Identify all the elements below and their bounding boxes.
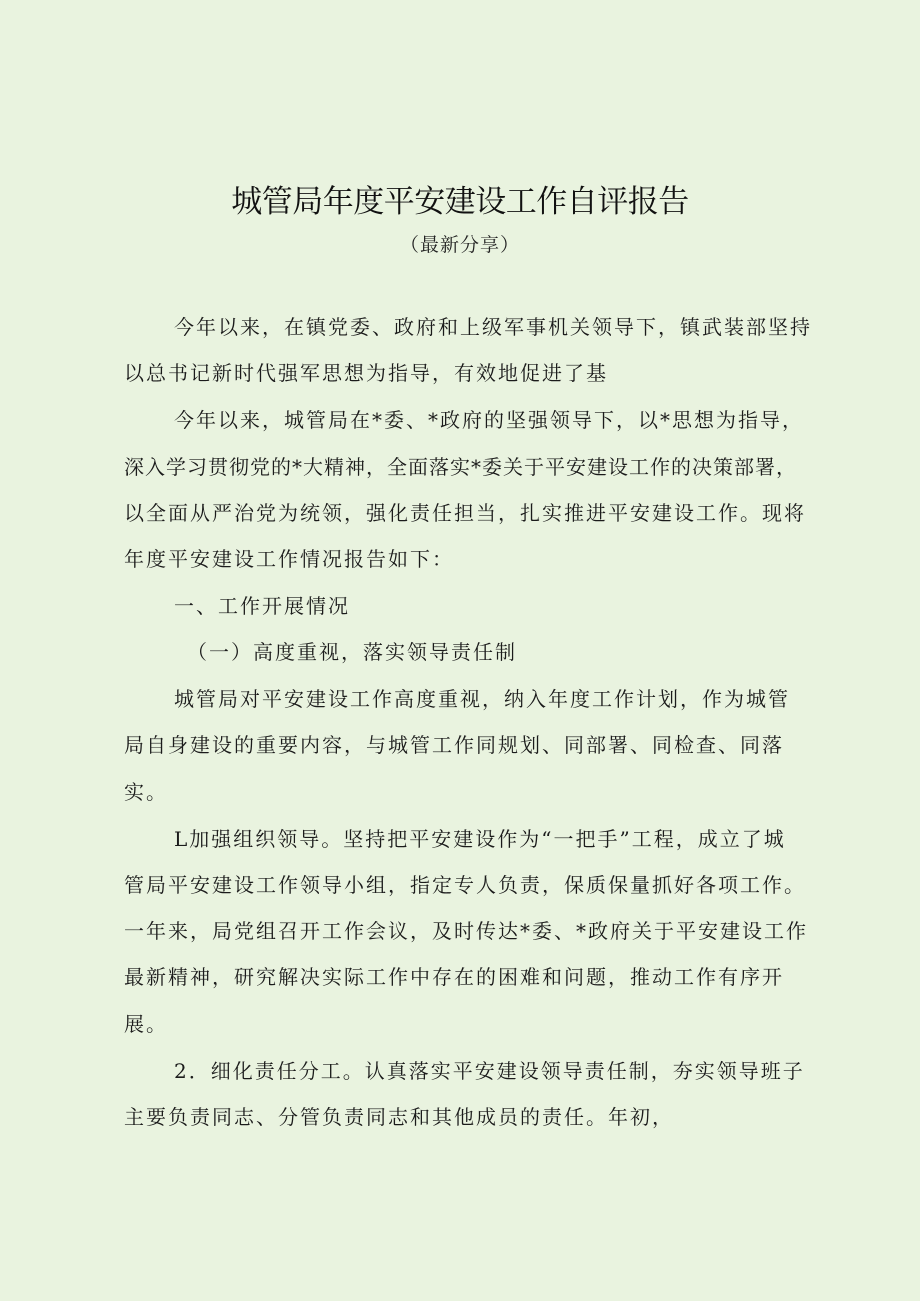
text-line: 深入学习贯彻党的*大精神，全面落实*委关于平安建设工作的决策部署， [124,455,797,479]
text-line: 展。 [124,1012,168,1036]
text-line: 最新精神，研究解决实际工作中存在的困难和问题，推动工作有序开 [124,965,784,989]
text-line: 主要负责同志、分管负责同志和其他成员的责任。年初， [124,1105,674,1129]
document-title: 城管局年度平安建设工作自评报告 [231,184,689,220]
text-line: 年度平安建设工作情况报告如下： [124,547,454,571]
text-line: 实。 [124,780,168,804]
text-line: 以总书记新时代强军思想为指导，有效地促进了基 [124,361,608,385]
text-line: 以全面从严治党为统领，强化责任担当，扎实推进平安建设工作。现将 [124,501,806,525]
text-line: 今年以来，城管局在*委、*政府的坚强领导下，以*思想为指导， [174,408,804,432]
text-line: 一年来，局党组召开工作会议，及时传达*委、*政府关于平安建设工作 [124,919,808,943]
text-line: 城管局对平安建设工作高度重视，纳入年度工作计划，作为城管 [174,687,790,711]
document-subtitle: （最新分享） [399,234,520,256]
subsection-heading: （一）高度重视，落实领导责任制 [187,640,517,664]
text-line: 今年以来，在镇党委、政府和上级军事机关领导下，镇武装部坚持 [174,315,812,339]
text-line: 2．细化责任分工。认真落实平安建设领导责任制，夯实领导班子 [174,1059,805,1083]
section-heading: 一、工作开展情况 [174,594,350,618]
text-line: 局自身建设的重要内容，与城管工作同规划、同部署、同检查、同落 [124,733,784,757]
text-line: 管局平安建设工作领导小组，指定专人负责，保质保量抓好各项工作。 [124,873,806,897]
text-line: L加强组织领导。坚持把平安建设作为“一把手”工程，成立了城 [174,827,786,851]
